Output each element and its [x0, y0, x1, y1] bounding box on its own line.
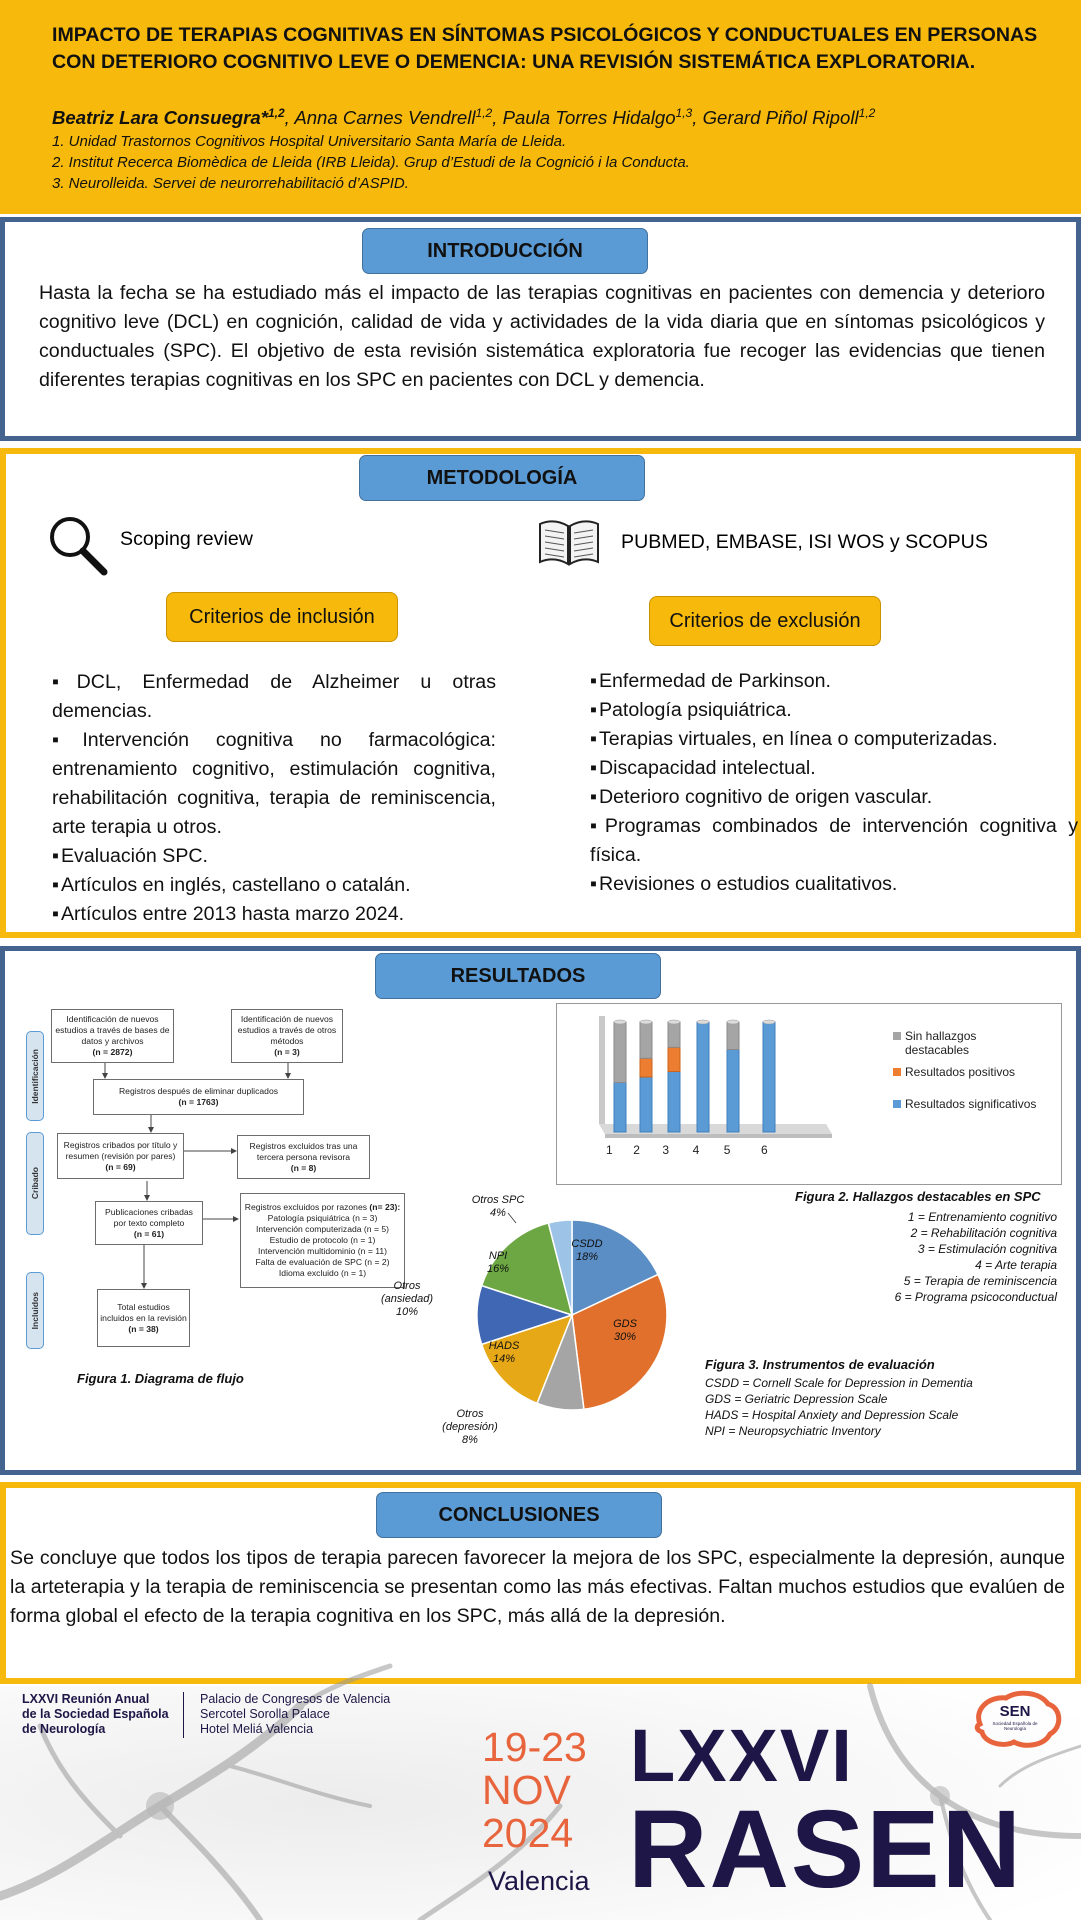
list-item: ▪ Intervención cognitiva no farmacológica: entrenamiento cognitivo, estimulación cognitiva, rehabilitación cognitiva, terapia de reminiscencia, arte terapia u otros.	[52, 726, 496, 842]
flow-box-fulltext: Publicaciones cribadas por texto completo (n = 61)	[95, 1201, 203, 1245]
chart-floor-edge	[605, 1134, 832, 1138]
bar-segment	[640, 1077, 652, 1132]
affiliation-1: 1. Unidad Trastornos Cognitivos Hospital Universitario Santa María de Lleida.	[52, 133, 567, 151]
figure2-legend	[845, 1209, 1057, 1305]
magnifier-icon	[46, 514, 110, 576]
bar-top	[668, 1020, 680, 1024]
x-tick-label: 1	[606, 1143, 613, 1157]
figure2-chart-frame	[556, 1003, 1062, 1185]
databases: PUBMED, EMBASE, ISI WOS y SCOPUS	[621, 531, 988, 553]
bar-segment	[727, 1022, 739, 1050]
figure3-legend-item: GDS = Geriatric Depression Scale	[705, 1392, 888, 1406]
introduccion-text: Hasta la fecha se ha estudiado más el impacto de las terapias cognitivas en pacientes con demencia y deterioro cognitivo leve (DCL) en cognición, calidad de vida y actividades de la vida diaria que en síntomas psicológicos y conductuales (SPC). El objetivo de esta revisión sistemática exploratoria fue recoger las evidencias que tienen diferentes terapias cognitivas en los SPC en pacientes con DCL y demencia.	[39, 282, 1045, 391]
x-tick-label: 2	[633, 1143, 640, 1157]
introduccion-section	[0, 217, 1081, 441]
inclusion-list	[52, 668, 496, 929]
bar-segment	[668, 1022, 680, 1047]
event-edition: LXXVI	[630, 1714, 854, 1797]
figure2-legend-item: 6 = Programa psicoconductual	[894, 1290, 1057, 1304]
x-tick-label: 3	[662, 1143, 670, 1157]
figure2-legend-item: 4 = Arte terapia	[975, 1258, 1057, 1272]
sen-logo: SEN Sociedad Española de Neurología	[966, 1690, 1064, 1752]
author-4: Gerard Piñol Ripoll$^{1,2}$	[702, 106, 876, 129]
figure3-caption: Figura 3. Instrumentos de evaluación	[705, 1357, 935, 1372]
pie-value-label: 8%	[462, 1434, 478, 1446]
affiliation-3: 3. Neurolleida. Servei de neurorrehabilitació d’ASPID.	[52, 175, 409, 193]
bar-segment	[668, 1072, 680, 1133]
legend-label: Resultados positivos	[905, 1065, 1016, 1079]
conclusiones-text: Se concluye que todos los tipos de terapia parecen favorecer la mejora de los SPC, especialmente la depresión, aunque la arteterapia y la terapia de reminiscencia se presentan como las más efectivas. Faltan muchos estudios que evalúen de forma global el efecto de la terapia cognitiva en los SPC, más allá de la depresión.	[10, 1547, 1065, 1627]
conclusiones-heading: CONCLUSIONES	[376, 1492, 662, 1538]
list-item: ▪ Artículos en inglés, castellano o catalán.	[52, 871, 496, 900]
pie-category-label: Otros	[456, 1408, 484, 1420]
bar-top	[614, 1020, 626, 1024]
list-item: ▪ DCL, Enfermedad de Alzheimer u otras demencias.	[52, 668, 496, 726]
figure2-bar-chart	[557, 1004, 1063, 1186]
exclusion-list	[590, 667, 1078, 899]
footer-divider	[183, 1692, 184, 1738]
pie-leader-line	[508, 1213, 516, 1223]
pie-category-label: Otros	[393, 1280, 421, 1292]
pie-category-label: (depresión)	[442, 1421, 498, 1433]
pie-value-label: 4%	[490, 1207, 506, 1219]
bar-segment	[640, 1058, 652, 1077]
pie-category-label: (ansiedad)	[381, 1293, 433, 1305]
bar-segment	[763, 1022, 775, 1132]
figure3-legend-item: HADS = Hospital Anxiety and Depression Scale	[705, 1408, 959, 1422]
list-item: ▪ Programas combinados de intervención cognitiva y física.	[590, 812, 1078, 870]
flow-box-other-methods: Identificación de nuevos estudios a través de otros métodos (n = 3)	[231, 1009, 343, 1063]
pie-value-label: 10%	[395, 1306, 419, 1318]
affiliation-2: 2. Institut Recerca Biomèdica de Lleida (IRB Lleida). Grup d’Estudi de la Cognició i la Conducta.	[52, 154, 690, 172]
pie-category-label: HADS	[488, 1340, 520, 1352]
poster-header	[0, 0, 1081, 214]
pie-category-label: CSDD	[571, 1238, 603, 1250]
flow-box-included: Total estudios incluidos en la revisión (n = 38)	[97, 1289, 190, 1347]
pie-category-label: NPI	[488, 1250, 508, 1262]
bar-top	[640, 1020, 652, 1024]
figure2-legend-item: 5 = Terapia de reminiscencia	[903, 1274, 1057, 1288]
figure2-legend-item: 3 = Estimulación cognitiva	[917, 1242, 1057, 1256]
list-item: ▪ Revisiones o estudios cualitativos.	[590, 870, 1078, 899]
pie-value-label: 18%	[575, 1251, 599, 1263]
legend-label: Sin hallazgos	[905, 1029, 977, 1043]
chart-floor	[599, 1124, 832, 1134]
event-dates: 19-23 NOV 2024	[482, 1724, 587, 1856]
resultados-heading: RESULTADOS	[375, 953, 661, 999]
list-item: ▪ Artículos entre 2013 hasta marzo 2024.	[52, 900, 496, 929]
flow-box-databases: Identificación de nuevos estudios a través de bases de datos y archivos (n = 2872)	[51, 1009, 174, 1063]
conclusiones-section	[0, 1482, 1081, 1684]
review-type: Scoping review	[120, 528, 253, 550]
metodologia-section	[0, 448, 1081, 938]
x-tick-label: 6	[761, 1143, 768, 1157]
legend-swatch	[893, 1100, 901, 1108]
list-item: ▪ Discapacidad intelectual.	[590, 754, 1078, 783]
legend-swatch	[893, 1068, 901, 1076]
figure1-caption: Figura 1. Diagrama de flujo	[77, 1371, 244, 1386]
event-footer	[0, 1686, 1081, 1920]
legend-label: Resultados significativos	[905, 1097, 1037, 1111]
flow-box-screened: Registros cribados por título y resumen (revisión por pares) (n = 69)	[57, 1133, 184, 1179]
legend-swatch	[893, 1032, 901, 1040]
exclusion-label: Criterios de exclusión	[649, 596, 881, 646]
authors-line: Beatriz Lara Consuegra*$^{1,2}$, Anna Carnes Vendrell$^{1,2}$, Paula Torres Hidalgo$^{1,3}$, Gerard Piñol Ripoll$^{1,2}$	[52, 106, 876, 129]
flow-tab-identificacion: Identificación	[26, 1031, 44, 1121]
flow-tab-incluidos: Incluidos	[26, 1272, 44, 1349]
poster-title: IMPACTO DE TERAPIAS COGNITIVAS EN SÍNTOMAS PSICOLÓGICOS Y CONDUCTUALES EN PERSONAS CON DETERIORO COGNITIVO LEVE O DEMENCIA: UNA REVISIÓN SISTEMÁTICA EXPLORATORIA.	[52, 24, 1038, 73]
figure2-caption: Figura 2. Hallazgos destacables en SPC	[795, 1189, 1041, 1204]
list-item: ▪ Enfermedad de Parkinson.	[590, 667, 1078, 696]
list-item: ▪ Patología psiquiátrica.	[590, 696, 1078, 725]
list-item: ▪ Deterioro cognitivo de origen vascular.	[590, 783, 1078, 812]
figure3-legend-item: CSDD = Cornell Scale for Depression in Dementia	[705, 1376, 973, 1390]
list-item: ▪ Terapias virtuales, en línea o computerizadas.	[590, 725, 1078, 754]
x-tick-label: 4	[692, 1143, 700, 1157]
list-item: ▪ Evaluación SPC.	[52, 842, 496, 871]
bar-top	[763, 1020, 775, 1024]
bar-segment	[727, 1050, 739, 1133]
figure3-pie-chart	[381, 1189, 710, 1479]
pie-category-label: Otros SPC	[471, 1194, 525, 1206]
bar-top	[727, 1020, 739, 1024]
bar-segment	[640, 1022, 652, 1058]
figure3-legend	[705, 1375, 1005, 1439]
bar-segment	[614, 1083, 626, 1133]
flow-tab-cribado: Cribado	[26, 1132, 44, 1235]
author-3: Paula Torres Hidalgo$^{1,3}$	[502, 106, 693, 129]
bar-segment	[697, 1022, 709, 1132]
author-2: Anna Carnes Vendrell$^{1,2}$	[294, 106, 493, 129]
book-icon	[536, 516, 602, 568]
bar-segment	[614, 1022, 626, 1083]
metodologia-heading: METODOLOGÍA	[359, 455, 645, 501]
pie-value-label: 16%	[486, 1263, 510, 1275]
x-tick-label: 5	[723, 1143, 731, 1157]
resultados-section	[0, 946, 1081, 1475]
flow-box-excluded-reasons: Registros excluidos por razones (n= 23): Patología psiquiátrica (n = 3) Intervención computerizada (n = 5) Estudio de protocolo (n = 1) Intervención multidominio (n = 11) Falta de evaluación de SPC (n = 2) Idioma excluido (n = 1)	[240, 1193, 405, 1288]
bar-segment	[668, 1047, 680, 1071]
legend-label: destacables	[905, 1043, 970, 1057]
event-city: Valencia	[488, 1866, 590, 1896]
pie-value-label: 14%	[492, 1353, 516, 1365]
chart-back-wall	[599, 1016, 605, 1134]
figure2-legend-item: 2 = Rehabilitación cognitiva	[910, 1226, 1057, 1240]
flow-box-after-duplicates: Registros después de eliminar duplicados (n = 1763)	[93, 1079, 304, 1115]
author-1: Beatriz Lara Consuegra*$^{1,2}$	[52, 106, 285, 129]
pie-category-label: GDS	[613, 1318, 637, 1330]
figure2-legend-item: 1 = Entrenamiento cognitivo	[907, 1210, 1057, 1224]
bar-top	[697, 1020, 709, 1024]
event-name: RASEN	[628, 1788, 1024, 1911]
venues: Palacio de Congresos de Valencia Sercotel Sorolla Palace Hotel Meliá Valencia	[200, 1692, 391, 1736]
introduccion-heading: INTRODUCCIÓN	[362, 228, 648, 274]
pie-value-label: 30%	[613, 1331, 637, 1343]
meeting-name: LXXVI Reunión Anual de la Sociedad Española de Neurología	[22, 1692, 169, 1736]
flow-box-excluded-third: Registros excluidos tras una tercera persona revisora (n = 8)	[237, 1135, 370, 1179]
figure3-legend-item: NPI = Neuropsychiatric Inventory	[705, 1424, 881, 1438]
inclusion-label: Criterios de inclusión	[166, 592, 398, 642]
